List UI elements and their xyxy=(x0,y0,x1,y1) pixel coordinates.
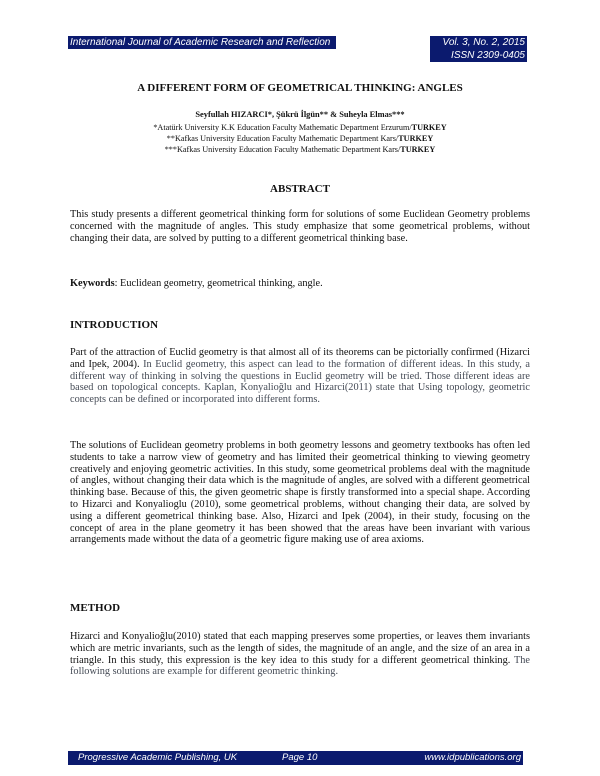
introduction-heading: INTRODUCTION xyxy=(70,319,159,331)
introduction-paragraph-1: Part of the attraction of Euclid geometry is that almost all of its theorems can be pictorially confirmed (Hizarci and Ipek, 2004). In Euclid geometry, this aspect can lead to the formation of different ideas. In this study, a different way of thinking in solving the questions in Euclid geometry will be tried. Those different ideas are based on topological concepts. Kaplan, Konyalioğlu and Hizarci(2011) state that Using topology, geometric concepts can be defined or incorporated into different forms. xyxy=(70,347,530,406)
affiliation-1: *Atatürk University K.K Education Faculty Mathematic Department Erzurum/TURKEY xyxy=(153,123,447,132)
keywords-text: : Euclidean geometry, geometrical thinking, angle. xyxy=(114,278,323,289)
volume-header xyxy=(430,36,527,62)
keywords-line xyxy=(70,278,530,290)
introduction-paragraph-2: The solutions of Euclidean geometry problems in both geometry lessons and geometry textbooks has often led students to take a narrow view of geometry and has limited their geometrical thinking to viewing geometry creatively and enjoying geometric activities. In this study, some geometrical problems deal with the magnitude of angles, without changing their data which is the magnitude of angles, are solved with a different geometrical thinking base. Because of this, the given geometric shape is firstly transformed into a special shape. According to Hizarci and Konyalioglu (2010), some geometrical problems, without changing their data, are solved by using a different geometrical thinking base. Also, Hizarci and Ipek (2004), in their study, focusing on the concept of area in the plane geometry it has been showed that the areas have been invariant with various arrangements made without the data of a geometric figure making use of area axioms. xyxy=(70,440,530,546)
journal-header xyxy=(68,36,336,49)
paper-title: A DIFFERENT FORM OF GEOMETRICAL THINKING: ANGLES xyxy=(137,82,463,94)
page-number: Page 10 xyxy=(282,752,318,763)
affiliation-2: **Kafkas University Education Faculty Mathematic Department Kars/TURKEY xyxy=(166,134,434,143)
issn-info: ISSN 2309-0405 xyxy=(451,50,525,61)
abstract-heading: ABSTRACT xyxy=(270,183,330,195)
keywords-label: Keywords xyxy=(70,278,115,289)
author-list: Seyfullah HIZARCI*, Şükrü İlgün** & Suheyla Elmas*** xyxy=(195,110,405,119)
journal-name: International Journal of Academic Research and Reflection xyxy=(70,37,331,48)
method-heading: METHOD xyxy=(70,602,121,614)
volume-info: Vol. 3, No. 2, 2015 xyxy=(442,37,525,48)
method-paragraph: Hizarci and Konyalioğlu(2010) stated that each mapping preserves some properties, or leaves them invariants which are metric invariants, such as the length of sides, the magnitude of an angle, and the size of an area in a triangle. In this study, this expression is the key idea to this study for a different geometrical thinking. The following solutions are example for different geometric thinking. xyxy=(70,631,530,678)
affiliation-3: ***Kafkas University Education Faculty Mathematic Department Kars/TURKEY xyxy=(164,145,436,154)
page-footer xyxy=(68,751,523,765)
abstract-text: This study presents a different geometrical thinking form for solutions of some Euclidean Geometry problems concerned with the magnitude of angles. This study emphasize that some geometrical problems, without changing their data, are solved by putting to a different geometrical thinking base. xyxy=(70,209,530,244)
website-link[interactable]: www.idpublications.org xyxy=(424,752,521,763)
publisher-name: Progressive Academic Publishing, UK xyxy=(78,752,238,763)
